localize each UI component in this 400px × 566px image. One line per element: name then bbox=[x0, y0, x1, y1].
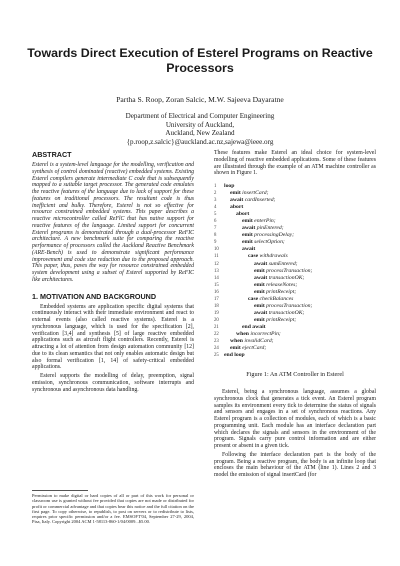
code-text bbox=[224, 310, 304, 317]
code-keyword: when bbox=[230, 338, 243, 345]
code-line bbox=[214, 331, 376, 338]
code-text bbox=[224, 317, 296, 324]
line-number: 8 bbox=[214, 233, 217, 239]
code-keyword: abort bbox=[230, 204, 244, 211]
intro-paragraph: These features make Esterel an ideal choice for system-level modelling of reactive embedded applications. Some of these features are illustrated through the example of an ATM machine controller as shown in Figure 1. bbox=[214, 150, 376, 177]
code-text bbox=[224, 303, 312, 310]
line-number: 18 bbox=[214, 303, 219, 309]
code-text bbox=[224, 204, 243, 211]
code-keyword: emit bbox=[230, 345, 241, 352]
code-line bbox=[214, 268, 376, 275]
code-text bbox=[224, 275, 304, 282]
title-line-1: Towards Direct Execution of Esterel Programs on Reactive bbox=[27, 46, 373, 60]
code-identifier: incorrectPin; bbox=[248, 330, 281, 337]
line-number: 19 bbox=[214, 310, 219, 316]
code-identifier: transactionOK; bbox=[267, 309, 305, 316]
paper-title bbox=[0, 46, 400, 76]
code-identifier: insertCard; bbox=[240, 190, 269, 197]
code-identifier: printReceipt; bbox=[264, 288, 297, 295]
code-text bbox=[224, 345, 266, 352]
code-keyword: emit bbox=[242, 218, 253, 225]
section-1-paragraph-1: Embedded systems are application specific digital systems that continuously interact with their immediate environment and react to external events (also called reactive systems). Esterel is a synchronous language, which is used for the specification [2], verification [3,4] and synthesis [5] of large reactive embedded applications such as aircraft flight controllers. Recently, Esterel is attracting a lot of attention from design automation community [12] due to its clean semantics that not only enables automatic design but also formal verification [1, 14] of safety-critical embedded applications. bbox=[32, 303, 194, 371]
line-number: 9 bbox=[214, 240, 217, 246]
code-line bbox=[214, 204, 376, 211]
code-line bbox=[214, 324, 376, 331]
code-text bbox=[224, 261, 298, 268]
code-identifier: processTransaction; bbox=[264, 302, 313, 309]
author-list: Partha S. Roop, Zoran Salcic, M.W. Sajeeva Dayaratne bbox=[116, 95, 284, 104]
code-text bbox=[224, 197, 275, 204]
code-keyword: await bbox=[242, 225, 256, 232]
code-line bbox=[214, 317, 376, 324]
code-keyword: emit bbox=[254, 281, 265, 288]
abstract-text: Esterel is a system-level language for the modelling, verification and synthesis of control dominated (reactive) embedded systems. Existing Esterel compilers generate intermediate C code that is subsequently mapped to a suitable target processor. The generated code emulates the reactive features of the language due to lack of support for these features on traditional processors. The resultant code is thus inefficient and bulky. Therefore, Esterel is not so effective for resource constrained embedded systems. This paper describes a reactive microcontroller called ReFlC that has native support for reactive features of the language. Limited support for concurrent Esterel programs is demonstrated through a dual-processor ReFIC architecture. A new benchmark suite for comparing the reactive performance of processors called the Auckland Reactive Benchmark (ARE-Bench) is used to demonstrate significant performance improvement and code size reduction due to the proposed approach. This paper, thus, paves the way for resource constrained embedded system development using a subset of Esterel supported by ReFIC like architectures. bbox=[32, 162, 194, 283]
code-keyword: end loop bbox=[224, 352, 245, 359]
code-text bbox=[224, 232, 294, 239]
right-column bbox=[214, 150, 376, 479]
left-column bbox=[32, 150, 194, 393]
code-text bbox=[224, 239, 285, 246]
line-number: 17 bbox=[214, 296, 219, 302]
code-line bbox=[214, 225, 376, 232]
line-number: 10 bbox=[214, 247, 219, 253]
code-keyword: emit bbox=[242, 232, 253, 239]
code-line bbox=[214, 352, 376, 359]
line-number: 15 bbox=[214, 282, 219, 288]
section-1-paragraph-2: Esterel supports the modelling of delay, preemption, signal emission, synchronous communication, software interrupts and synchronous and asynchronous data handling. bbox=[32, 373, 194, 393]
code-identifier: cardInserted; bbox=[243, 197, 276, 204]
code-identifier: processingDelay; bbox=[252, 232, 295, 239]
code-line bbox=[214, 246, 376, 253]
code-keyword: emit bbox=[242, 239, 253, 246]
code-identifier: withdrawals bbox=[258, 253, 288, 260]
body-paragraph-1: Esterel, being a synchronous language, assumes a global synchronous clock that generates a tick event. An Esterel program samples its environment every tick to determine the status of signals and sensors and engages in a set of synchronous reactions. Any Esterel program is a collection of modules, each of which is a basic programming unit. Each module has an interface declaration part which declares the signals and sensors in the environment of the program. Signals carry pure control information and are either present or absent in a given tick. bbox=[214, 389, 376, 450]
line-number: 3 bbox=[214, 198, 217, 204]
footnote-text: Permission to make digital or hard copies of all or part of this work for personal or classroom use is granted without fee provided that copies are not made or distributed for profit or commercial advantage and that copies bear this notice and the full citation on the first page. To copy otherwise, to republish, to post on servers or to redistribute to lists, requires prior specific permission and/or a fee. EMSOFT'04, September 27-29, 2004, Pisa, Italy. Copyright 2004 ACM 1-58113-860-1/04/0009...$5.00. bbox=[32, 493, 194, 525]
code-identifier: ejectCard; bbox=[240, 345, 267, 352]
line-number: 7 bbox=[214, 226, 217, 232]
code-text bbox=[224, 324, 266, 331]
line-number: 6 bbox=[214, 219, 217, 225]
location: Auckland, New Zealand bbox=[165, 129, 235, 138]
body-paragraph-2: Following the interface declaration part is the body of the program. Being a reactive program, the body is an infinite loop that encloses the main behaviour of the ATM (line 1). Lines 2 and 3 model the emission of signal insertCard (for bbox=[214, 451, 376, 479]
code-keyword: emit bbox=[254, 302, 265, 309]
code-text bbox=[224, 268, 312, 275]
section-1-heading: 1. MOTIVATION AND BACKGROUND bbox=[32, 291, 157, 301]
code-line bbox=[214, 197, 376, 204]
code-identifier: printReceipt; bbox=[264, 316, 297, 323]
code-text bbox=[224, 211, 249, 218]
emails: {p.roop,z.salcic}@auckland.ac.nz,sajewa@ieee.org bbox=[126, 137, 274, 146]
code-text bbox=[224, 289, 296, 296]
code-line bbox=[214, 310, 376, 317]
line-number: 20 bbox=[214, 317, 219, 323]
code-text bbox=[224, 282, 297, 289]
code-identifier: checkBalances bbox=[258, 295, 294, 302]
line-number: 2 bbox=[214, 191, 217, 197]
code-keyword: await bbox=[254, 260, 268, 267]
code-text bbox=[224, 190, 269, 197]
code-keyword: end await bbox=[242, 323, 266, 330]
code-keyword: case bbox=[248, 253, 259, 260]
line-number: 12 bbox=[214, 261, 219, 267]
title-line-2: Processors bbox=[166, 61, 234, 75]
code-text bbox=[224, 338, 274, 345]
line-number: 25 bbox=[214, 353, 219, 359]
code-text bbox=[224, 225, 284, 232]
code-identifier: processTransaction; bbox=[264, 267, 313, 274]
code-keyword: await bbox=[230, 197, 244, 204]
code-identifier: invalidCard; bbox=[242, 338, 274, 345]
code-identifier: transactionOK; bbox=[267, 274, 305, 281]
affiliation-block bbox=[0, 112, 400, 146]
code-keyword: emit bbox=[254, 288, 265, 295]
code-text bbox=[224, 352, 245, 359]
code-line bbox=[214, 232, 376, 239]
code-keyword: await bbox=[254, 309, 268, 316]
code-text bbox=[224, 183, 234, 190]
code-identifier: pinEntered; bbox=[255, 225, 284, 232]
code-keyword: when bbox=[236, 330, 249, 337]
code-line bbox=[214, 218, 376, 225]
line-number: 22 bbox=[214, 331, 219, 337]
university: University of Auckland, bbox=[165, 120, 235, 129]
code-text bbox=[224, 331, 281, 338]
code-identifier: releaseNotes; bbox=[264, 281, 298, 288]
code-line bbox=[214, 282, 376, 289]
code-text bbox=[224, 296, 293, 303]
code-line bbox=[214, 296, 376, 303]
line-number: 5 bbox=[214, 212, 217, 218]
code-identifier: sumEntered; bbox=[267, 260, 298, 267]
code-text bbox=[224, 253, 288, 260]
code-line bbox=[214, 303, 376, 310]
code-keyword: case bbox=[248, 295, 259, 302]
code-line bbox=[214, 211, 376, 218]
copyright-footnote bbox=[32, 490, 194, 525]
line-number: 21 bbox=[214, 324, 219, 330]
code-keyword: emit bbox=[254, 267, 265, 274]
code-line bbox=[214, 261, 376, 268]
code-keyword: abort bbox=[236, 211, 250, 218]
code-keyword: loop bbox=[224, 183, 235, 189]
code-line bbox=[214, 345, 376, 352]
figure-caption: Figure 1: An ATM Controller in Esterel bbox=[246, 371, 344, 379]
code-identifier: enterPin; bbox=[252, 218, 276, 225]
code-line bbox=[214, 239, 376, 246]
code-keyword: emit bbox=[254, 316, 265, 323]
line-number: 24 bbox=[214, 346, 219, 352]
line-number: 1 bbox=[214, 184, 217, 189]
line-number: 4 bbox=[214, 205, 217, 211]
line-number: 23 bbox=[214, 339, 219, 345]
code-listing bbox=[214, 183, 376, 359]
department: Department of Electrical and Computer Engineering bbox=[125, 112, 275, 120]
code-line bbox=[214, 190, 376, 197]
code-keyword: await bbox=[254, 274, 268, 281]
code-identifier: selectOption; bbox=[252, 239, 285, 246]
line-number: 11 bbox=[214, 254, 219, 260]
code-text bbox=[224, 246, 255, 253]
line-number: 13 bbox=[214, 268, 219, 274]
code-keyword: emit bbox=[230, 190, 241, 197]
code-text bbox=[224, 218, 276, 225]
footnote-rule bbox=[32, 490, 88, 491]
line-number: 16 bbox=[214, 289, 219, 295]
line-number: 14 bbox=[214, 275, 219, 281]
abstract-heading: ABSTRACT bbox=[32, 150, 72, 159]
code-line bbox=[214, 289, 376, 296]
code-keyword: await bbox=[242, 246, 256, 253]
code-line bbox=[214, 338, 376, 345]
code-line bbox=[214, 183, 376, 190]
code-line bbox=[214, 253, 376, 260]
code-line bbox=[214, 275, 376, 282]
